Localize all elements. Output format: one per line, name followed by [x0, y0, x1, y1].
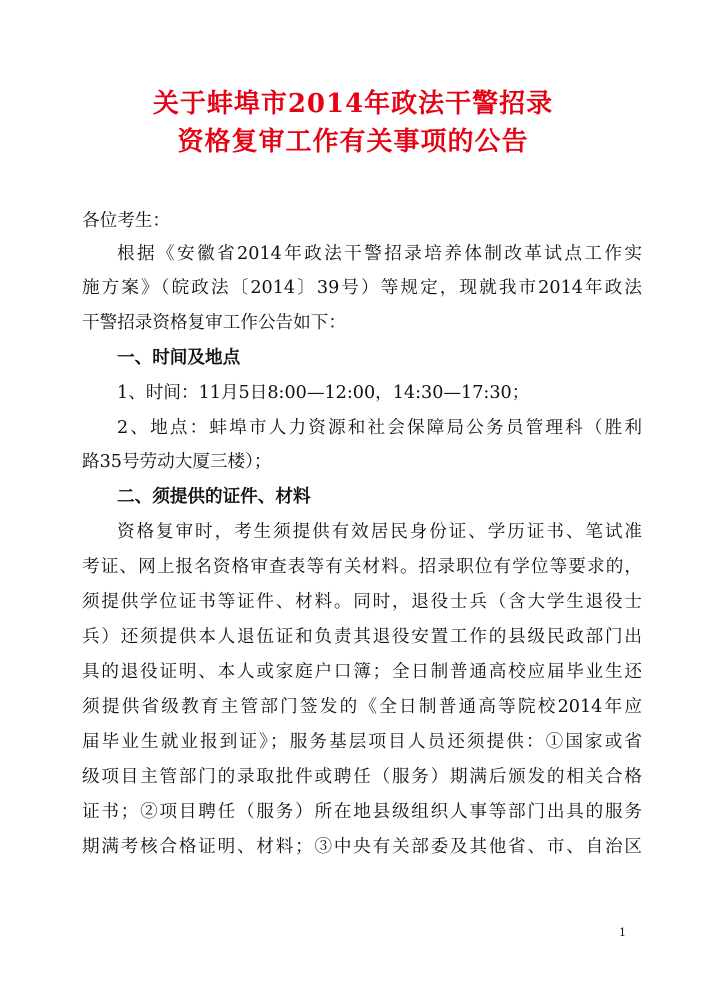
notice-title-line-1: 关于蚌埠市2014年政法干警招录	[152, 89, 554, 119]
place-item: 路35号劳动大厦三楼）；	[82, 452, 272, 472]
place-item: 2、地点：蚌埠市人力资源和社会保障局公务员管理科（胜利	[117, 418, 642, 438]
paragraph-line: 须提供学位证书等证件、材料。同时，退役士兵（含大学生退役士	[82, 592, 642, 612]
paragraph-line: 须提供省级教育主管部门签发的《全日制普通高等院校2014年应	[82, 697, 642, 717]
paragraph-line: 届毕业生就业报到证》；服务基层项目人员还须提供：①国家或省	[82, 732, 642, 752]
paragraph-line: 期满考核合格证明、材料；③中央有关部委及其他省、市、自治区	[82, 837, 642, 857]
paragraph-line: 级项目主管部门的录取批件或聘任（服务）期满后颁发的相关合格	[82, 767, 642, 787]
salutation: 各位考生：	[82, 211, 170, 231]
intro-line: 施方案》（皖政法〔2014〕39号）等规定，现就我市2014年政法	[82, 278, 642, 298]
section-heading-time-place: 一、时间及地点	[117, 348, 241, 368]
notice-title-line-2: 资格复审工作有关事项的公告	[177, 127, 529, 157]
paragraph-line: 证书；②项目聘任（服务）所在地县级组织人事等部门出具的服务	[82, 802, 642, 822]
paragraph-line: 具的退役证明、本人或家庭户口簿；全日制普通高校应届毕业生还	[82, 662, 642, 682]
paragraph-line: 考证、网上报名资格审查表等有关材料。招录职位有学位等要求的，	[82, 557, 642, 577]
intro-line: 根据《安徽省2014年政法干警招录培养体制改革试点工作实	[117, 244, 642, 264]
section-heading-documents: 二、须提供的证件、材料	[117, 487, 311, 507]
paragraph-line: 兵）还须提供本人退伍证和负责其退役安置工作的县级民政部门出	[82, 627, 642, 647]
paragraph-line: 资格复审时，考生须提供有效居民身份证、学历证书、笔试准	[117, 522, 642, 542]
page-number: 1	[619, 926, 626, 939]
time-item: 1、时间：11月5日8:00—12:00，14:30—17:30；	[117, 383, 530, 403]
intro-line: 干警招录资格复审工作公告如下：	[82, 313, 346, 333]
